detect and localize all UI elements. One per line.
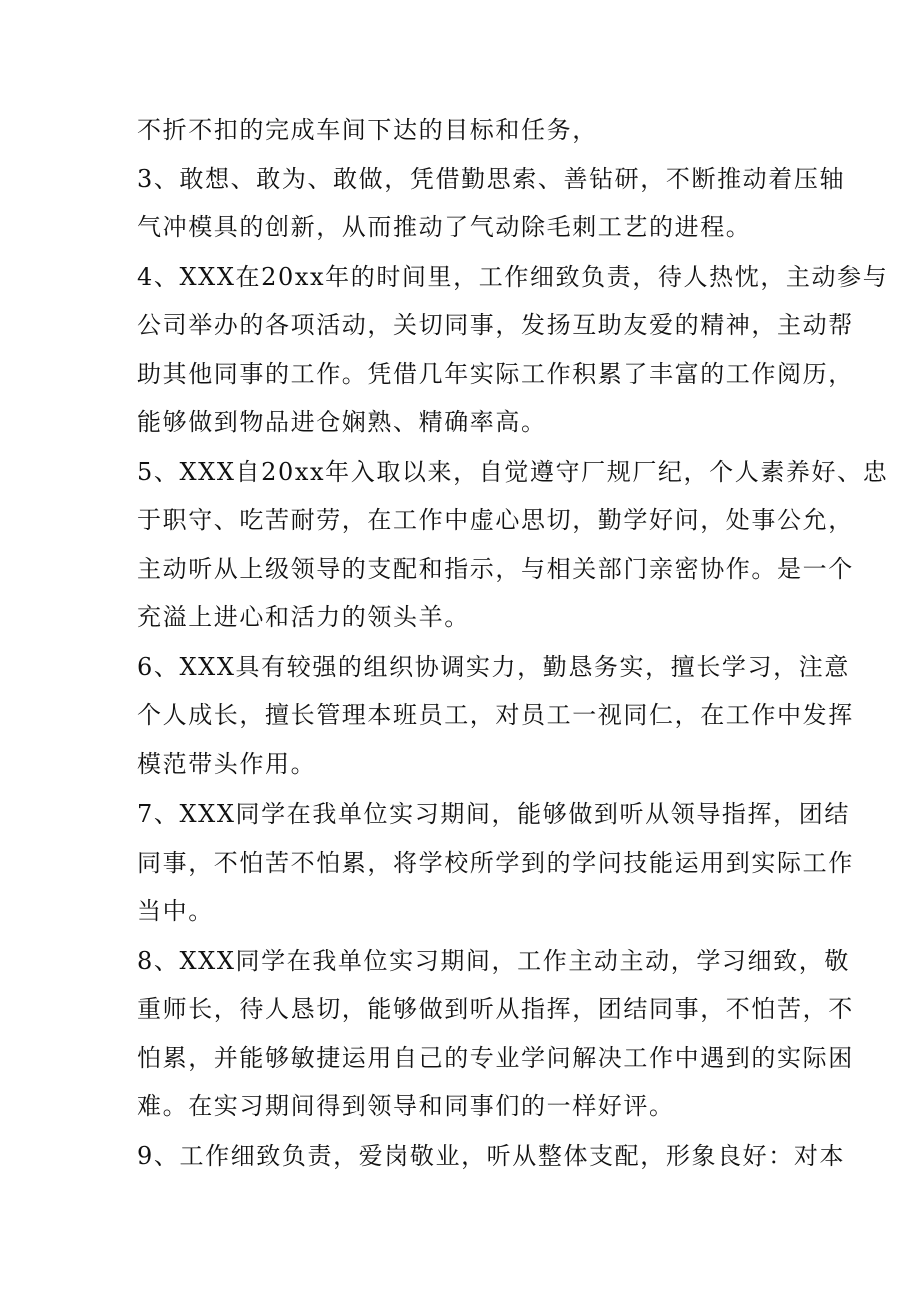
- text-line: 模范带头作用。: [137, 750, 317, 778]
- text-line: 气冲模具的创新，从而推动了气动除毛刺工艺的进程。: [137, 213, 752, 241]
- text-line: 不折不扣的完成车间下达的目标和任务，: [137, 116, 598, 144]
- text-line: 个人成长，擅长管理本班员工，对员工一视同仁，在工作中发挥: [137, 701, 854, 729]
- text-line: 充溢上进心和活力的领头羊。: [137, 603, 470, 631]
- text-line: 9、工作细致负责，爱岗敬业，听从整体支配，形象良好：对本: [137, 1142, 846, 1170]
- text-line: 8、XXX同学在我单位实习期间，工作主动主动，学习细致，敬: [137, 947, 850, 975]
- text-line: 助其他同事的工作。凭借几年实际工作积累了丰富的工作阅历，: [137, 360, 854, 388]
- text-line: 重师长，待人恳切，能够做到听从指挥，团结同事，不怕苦，不: [137, 995, 854, 1023]
- text-line: 难。在实习期间得到领导和同事们的一样好评。: [137, 1092, 675, 1120]
- text-line: 4、XXX在20xx年的时间里，工作细致负责，待人热忱，主动参与: [137, 263, 889, 291]
- text-line: 于职守、吃苦耐劳，在工作中虚心思切，勤学好问，处事公允，: [137, 506, 854, 534]
- text-line: 公司举办的各项活动，关切同事，发扬互助友爱的精神，主动帮: [137, 311, 854, 339]
- text-line: 当中。: [137, 897, 214, 925]
- text-line: 怕累，并能够敏捷运用自己的专业学问解决工作中遇到的实际困: [137, 1044, 854, 1072]
- text-line: 主动听从上级领导的支配和指示，与相关部门亲密协作。是一个: [137, 555, 854, 583]
- text-line: 同事，不怕苦不怕累，将学校所学到的学问技能运用到实际工作: [137, 849, 854, 877]
- text-line: 能够做到物品进仓娴熟、精确率高。: [137, 408, 547, 436]
- text-line: 5、XXX自20xx年入取以来，自觉遵守厂规厂纪，个人素养好、忠: [137, 458, 889, 486]
- text-line: 7、XXX同学在我单位实习期间，能够做到听从领导指挥，团结: [137, 800, 850, 828]
- text-line: 3、敢想、敢为、敢做，凭借勤思索、善钻研，不断推动着压轴: [137, 165, 846, 193]
- text-line: 6、XXX具有较强的组织协调实力，勤恳务实，擅长学习，注意: [137, 653, 850, 681]
